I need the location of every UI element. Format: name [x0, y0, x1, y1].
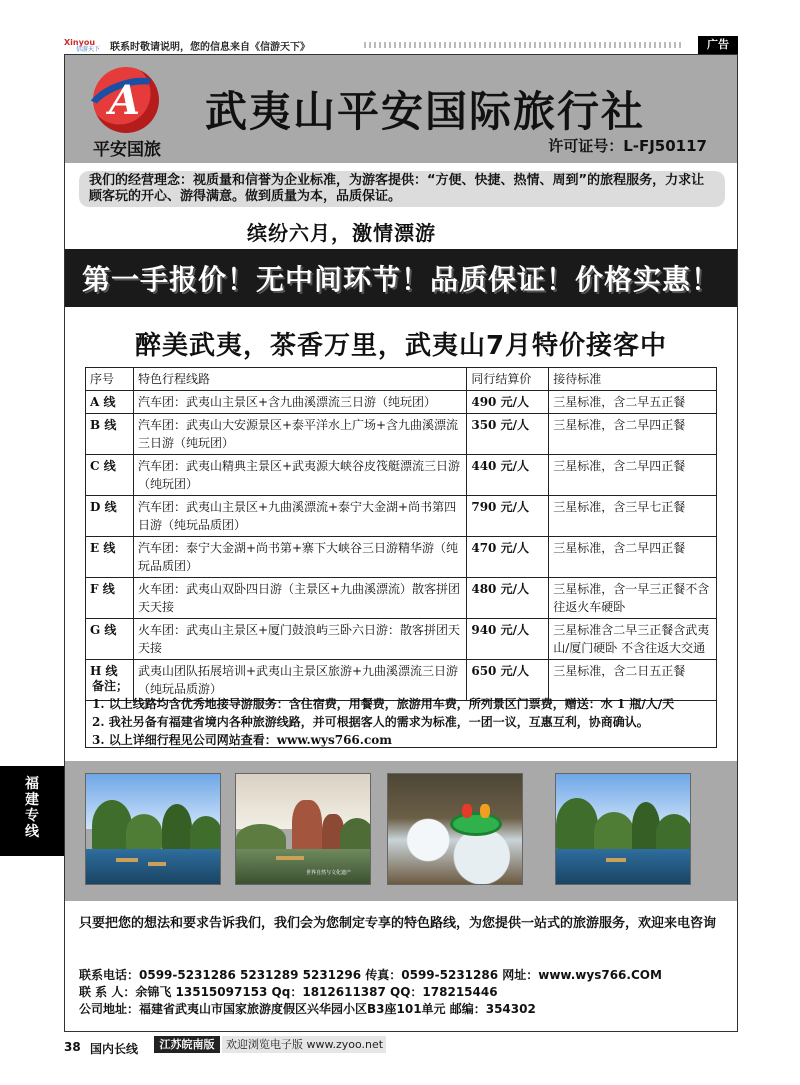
route-description: 武夷山团队拓展培训+武夷山主景区旅游+九曲溪漂流三日游（纯玩品质游）: [133, 660, 466, 701]
table-header-row: [86, 368, 717, 391]
route-price: 790 元/人: [467, 496, 549, 537]
business-philosophy: 我们的经营理念：视质量和信誉为企业标准，为游客提供：“方便、快捷、热情、周到”的旅程服务，力求让顾客玩的开心、游得满意。做到质量为本，品质保证。: [79, 171, 725, 207]
table-row: [86, 391, 717, 414]
route-code: E 线: [86, 537, 134, 578]
route-code: H 线: [86, 660, 134, 701]
note-item: 1. 以上线路均含优秀地接导游服务：含住宿费，用餐费，旅游用车费，所列景区门票费，赠送：水 1 瓶/人/天: [92, 697, 675, 711]
route-standard: 三星标准，含二早四正餐: [549, 537, 717, 578]
route-price: 490 元/人: [467, 391, 549, 414]
photo-river-rafting: [85, 773, 221, 885]
section-name: 国内长线: [90, 1042, 139, 1056]
route-price: 650 元/人: [467, 660, 549, 701]
table-row: [86, 414, 717, 455]
column-header-code: 序号: [86, 368, 134, 391]
route-standard: 三星标准含二早三正餐含武夷山/厦门硬卧 不含往返大交通: [549, 619, 717, 660]
contact-person-line: 联 系 人：余锦飞 13515097153 Qq：1812611387 QQ：178215446: [79, 985, 498, 999]
column-header-standard: 接待标准: [549, 368, 717, 391]
magazine-logo-main: Xinyou: [64, 38, 96, 47]
photo-gallery: [65, 761, 737, 901]
license-number: 许可证号：L-FJ50117: [548, 137, 707, 155]
route-code: A 线: [86, 391, 134, 414]
magazine-logo-sub: 信游天下: [76, 46, 101, 53]
route-description: 火车团：武夷山双卧四日游（主景区+九曲溪漂流）散客拼团天天接: [133, 578, 466, 619]
brand-short-name: 平安国旅: [93, 140, 161, 160]
website-note: 欢迎浏览电子版 www.zyoo.net: [222, 1036, 386, 1053]
route-code: B 线: [86, 414, 134, 455]
route-price: 470 元/人: [467, 537, 549, 578]
logo-letter-icon: A: [109, 77, 141, 124]
magazine-logo: [64, 38, 104, 52]
route-description: 汽车团：武夷山主景区+九曲溪漂流+泰宁大金湖+尚书第四日游（纯玩品质团）: [133, 496, 466, 537]
agency-logo: [81, 67, 173, 160]
invitation-text: 只要把您的想法和要求告诉我们，我们会为您制定专享的特色路线，为您提供一站式的旅游服务，欢迎来电咨询: [79, 916, 717, 931]
side-tab: [0, 766, 64, 856]
note-item: 2. 我社另备有福建省境内各种旅游线路，并可根据客人的需求为标准，一团一议，互惠互利，协商确认。: [92, 715, 649, 729]
route-standard: 三星标准，含二早五正餐: [549, 391, 717, 414]
photo-river-mountains: [555, 773, 691, 885]
route-price: 480 元/人: [467, 578, 549, 619]
contact-info: [79, 967, 662, 1018]
table-row: [86, 578, 717, 619]
table-row: [86, 537, 717, 578]
route-code: C 线: [86, 455, 134, 496]
route-price: 940 元/人: [467, 619, 549, 660]
note-item: 3. 以上详细行程见公司网站查看：www.wys766.com: [92, 733, 392, 747]
headline: 醉美武夷，茶香万里，武夷山7月特价接客中: [134, 331, 668, 361]
route-price: 440 元/人: [467, 455, 549, 496]
table-row: [86, 619, 717, 660]
dotted-divider: [364, 42, 684, 48]
route-description: 汽车团：泰宁大金湖+尚书第+寨下大峡谷三日游精华游（纯玩品质团）: [133, 537, 466, 578]
notes-box: [85, 674, 717, 748]
route-standard: 三星标准，含一早三正餐不含往返火车硬卧: [549, 578, 717, 619]
column-header-price: 同行结算价: [467, 368, 549, 391]
route-description: 汽车团：武夷山精典主景区+武夷源大峡谷皮筏艇漂流三日游（纯玩团）: [133, 455, 466, 496]
route-description: 火车团：武夷山主景区+厦门鼓浪屿三卧六日游：散客拼团天天接: [133, 619, 466, 660]
source-note: 联系时敬请说明，您的信息来自《信游天下》: [110, 42, 310, 53]
promo-banner: [65, 249, 737, 307]
side-tab-label: 福建专线: [25, 776, 39, 840]
route-description: 汽车团：武夷山主景区+含九曲溪漂流三日游（纯玩团）: [133, 391, 466, 414]
route-standard: 三星标准，含二早四正餐: [549, 414, 717, 455]
notes-title: 备注；: [92, 679, 129, 693]
header: [65, 55, 737, 163]
route-standard: 三星标准，含二日五正餐: [549, 660, 717, 701]
route-code: F 线: [86, 578, 134, 619]
advertisement-frame: [64, 54, 738, 1032]
column-header-route: 特色行程线路: [133, 368, 466, 391]
ad-label: 广告: [698, 36, 738, 54]
photo-bamboo-raft-cliffs: [235, 773, 371, 885]
route-code: D 线: [86, 496, 134, 537]
page-number: 38: [64, 1040, 81, 1054]
route-standard: 三星标准，含三早七正餐: [549, 496, 717, 537]
table-row: [86, 455, 717, 496]
promo-banner-text: 第一手报价！无中间环节！品质保证！价格实惠！: [81, 263, 720, 296]
agency-name: 武夷山平安国际旅行社: [205, 87, 646, 136]
top-strip: [64, 36, 738, 54]
table-row: [86, 496, 717, 537]
contact-phone-line: 联系电话：0599-5231286 5231289 5231296 传真：0599-5231286 网址：www.wys766.COM: [79, 968, 662, 982]
photo-whitewater-rafting: [387, 773, 523, 885]
route-standard: 三星标准，含二早四正餐: [549, 455, 717, 496]
route-code: G 线: [86, 619, 134, 660]
price-table: [85, 367, 717, 701]
photo-caption: 世界自然与文化遗产: [306, 870, 352, 876]
route-description: 汽车团：武夷山大安源景区+泰平洋水上广场+含九曲溪漂流三日游（纯玩团）: [133, 414, 466, 455]
slogan: 缤纷六月，激情漂游: [247, 221, 436, 245]
contact-address-line: 公司地址：福建省武夷山市国家旅游度假区兴华园小区B3座101单元 邮编：354302: [79, 1002, 536, 1016]
edition-label: 江苏皖南版: [154, 1036, 220, 1053]
route-price: 350 元/人: [467, 414, 549, 455]
